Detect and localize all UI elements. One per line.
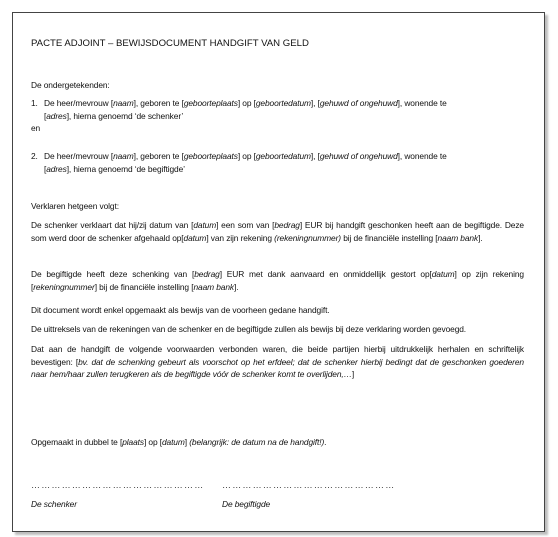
verklaren-heading: Verklaren hetgeen volgt:: [31, 201, 119, 211]
signature-line-schenker: ……………………………………………: [31, 480, 205, 490]
document-title: PACTE ADJOINT – BEWIJSDOCUMENT HANDGIFT VAN GELD: [31, 38, 309, 49]
signature-label-begiftigde: De begiftigde: [222, 499, 271, 509]
paragraph-schenker: De schenker verklaart dat hij/zij datum van [datum] een som van [bedrag] EUR bij handgift geschonken heeft aan de begiftigde. Deze som werd door de schenker afgehaald op[datum] van zijn rekening (rekeningnummer) bij de financiële instelling [naam bank].: [31, 220, 524, 243]
paragraph-begiftigde: De begiftigde heeft deze schenking van [bedrag] EUR met dank aanvaard en onmiddellijk gestort op[datum] op zijn rekening [rekeningnummer] bij de financiële instelling [naam bank].: [31, 269, 524, 292]
signature-line-begiftigde: ……………………………………………: [222, 480, 396, 490]
closing-line: Opgemaakt in dubbel te [plaats] op [datum] (belangrijk: de datum na de handgift!).: [31, 437, 327, 447]
document-frame: [12, 12, 545, 532]
paragraph-bewijs: Dit document wordt enkel opgemaakt als bewijs van de voorheen gedane handgift.: [31, 305, 330, 315]
party-2-number: 2.: [31, 151, 38, 161]
party-1: 1. De heer/mevrouw [naam], geboren te [geboorteplaats] op [geboortedatum], [gehuwd of ongehuwd], wonende te [adres], hierna genoemd ‘de schenker’: [31, 98, 447, 121]
party-2: 2. De heer/mevrouw [naam], geboren te [geboorteplaats] op [geboortedatum], [gehuwd of ongehuwd], wonende te [adres], hierna genoemd ‘de begiftigde’: [31, 151, 447, 174]
en-text: en: [31, 123, 41, 133]
party-1-number: 1.: [31, 98, 38, 108]
paragraph-uittreksels: De uittreksels van de rekeningen van de schenker en de begiftigde zullen als bewijs bij deze verklaring worden gevoegd.: [31, 324, 467, 334]
signature-label-schenker: De schenker: [31, 499, 77, 509]
paragraph-voorwaarden: Dat aan de handgift de volgende voorwaarden verbonden waren, die beide partijen hierbij uitdrukkelijk herhalen en schriftelijk bevestigen: [bv. dat de schenking gebeurt als voorschot op het erfdeel; dat de schenker hierbij bedingt dat de geschonken goederen naar hem/haar zullen terugkeren als de begiftigde vóór de schenker komt te overlijden,…]: [31, 344, 524, 379]
intro-text: De ondergetekenden:: [31, 80, 110, 90]
